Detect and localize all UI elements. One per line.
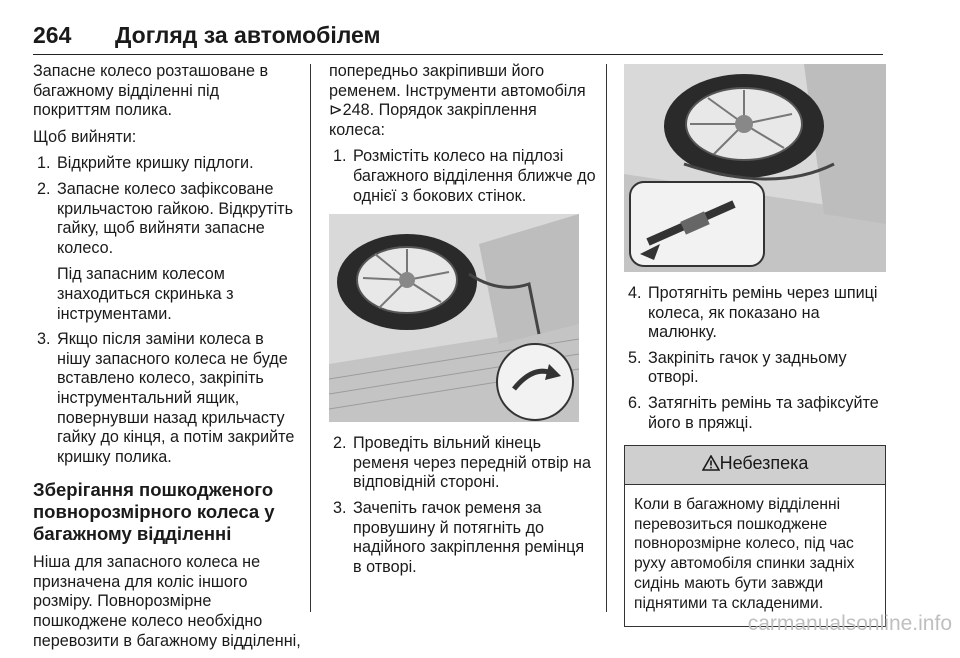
step-text: Закріпіть гачок у задньому отворі. <box>648 348 847 387</box>
list-item <box>33 180 301 324</box>
strap-through-spokes-illustration <box>624 64 886 272</box>
warning-header <box>625 446 885 485</box>
wheel-in-trunk-illustration <box>329 214 579 422</box>
step-text: Затягніть ремінь та зафіксуйте його в пряжці. <box>648 393 879 432</box>
column-right <box>624 62 886 627</box>
chapter-title: Догляд за автомобілем <box>115 22 381 48</box>
list-item <box>33 154 301 174</box>
warning-title: Небезпека <box>719 453 809 474</box>
securing-steps-a <box>329 147 597 206</box>
step-text: Зачепіть гачок ременя за провушину й потягніть до надійного закріплення ремінця в отворі. <box>353 498 585 576</box>
step-text: Протягніть ремінь через шпиці колеса, як показано на малюнку. <box>648 284 878 342</box>
reference-arrow-icon: ⊳ <box>329 101 343 120</box>
list-item <box>624 349 886 388</box>
securing-steps-c <box>624 284 886 433</box>
intro-paragraph: Запасне колесо розташоване в багажному відділенні під покриттям полика. <box>33 62 269 120</box>
securing-steps-b <box>329 434 597 577</box>
step-text: Відкрийте кришку підлоги. <box>57 154 254 173</box>
column-middle <box>329 62 597 584</box>
column-divider <box>310 64 311 612</box>
column-left <box>33 62 301 658</box>
remove-lead: Щоб вийняти: <box>33 127 137 146</box>
step-text: Запасне колесо зафіксоване крильчастою гайкою. Відкрутіть гайку, щоб вийняти запасне колесо. <box>57 179 294 257</box>
step-number: 3. <box>333 498 347 517</box>
warning-text: Коли в багажному відділенні перевозиться пошкоджене повнорозмірне колесо, під час руху автомобіля спинки задніх сидінь мають бути завжди піднятими та складеними. <box>634 495 855 612</box>
list-item <box>624 394 886 433</box>
removal-steps <box>33 154 301 467</box>
column-divider <box>606 64 607 612</box>
step-number: 2. <box>37 179 51 198</box>
step-number: 1. <box>333 147 347 166</box>
page-number: 264 <box>33 22 72 48</box>
list-item <box>329 434 597 493</box>
step-text: Розмістіть колесо на підлозі багажного відділення ближче до однієї з бокових стінок. <box>353 147 596 205</box>
page-reference: 248. Порядок закріплення колеса: <box>329 101 537 139</box>
list-item <box>33 330 301 467</box>
step-number: 2. <box>333 434 347 453</box>
step-text: Якщо після заміни колеса в нішу запасного колеса не буде вставлено колесо, закріпіть інструментальний ящик, повернувши назад крильчасту гайку до кінця, а потім закрийте кришку полика. <box>57 330 295 466</box>
step-number: 6. <box>628 393 642 412</box>
list-item <box>624 284 886 343</box>
watermark: carmanualsonline.info <box>747 612 952 635</box>
step-number: 3. <box>37 330 51 349</box>
warning-box <box>624 445 886 626</box>
step-number: 5. <box>628 348 642 367</box>
section-body: Ніша для запасного колеса не призначена для коліс іншого розміру. Повнорозмірне пошкоджене колесо необхідно перевозити в багажному відділенні, <box>33 553 301 650</box>
step-number: 4. <box>628 284 642 302</box>
list-item <box>329 499 597 577</box>
continued-paragraph: попередньо закріпивши його ременем. Інструменти автомобіля ⊳248. Порядок закріплення колеса: <box>329 62 586 139</box>
list-item <box>329 147 597 206</box>
step-text: Проведіть вільний кінець ременя через передній отвір на відповідній стороні. <box>353 434 591 492</box>
page-header <box>33 20 883 55</box>
step-number: 1. <box>37 154 51 173</box>
section-heading: Зберігання пошкодженого повнорозмірного колеса у багажному відділенні <box>33 479 275 545</box>
step-note: Під запасним колесом знаходиться скринька з інструментами. <box>57 265 234 323</box>
warning-triangle-icon <box>702 455 720 471</box>
